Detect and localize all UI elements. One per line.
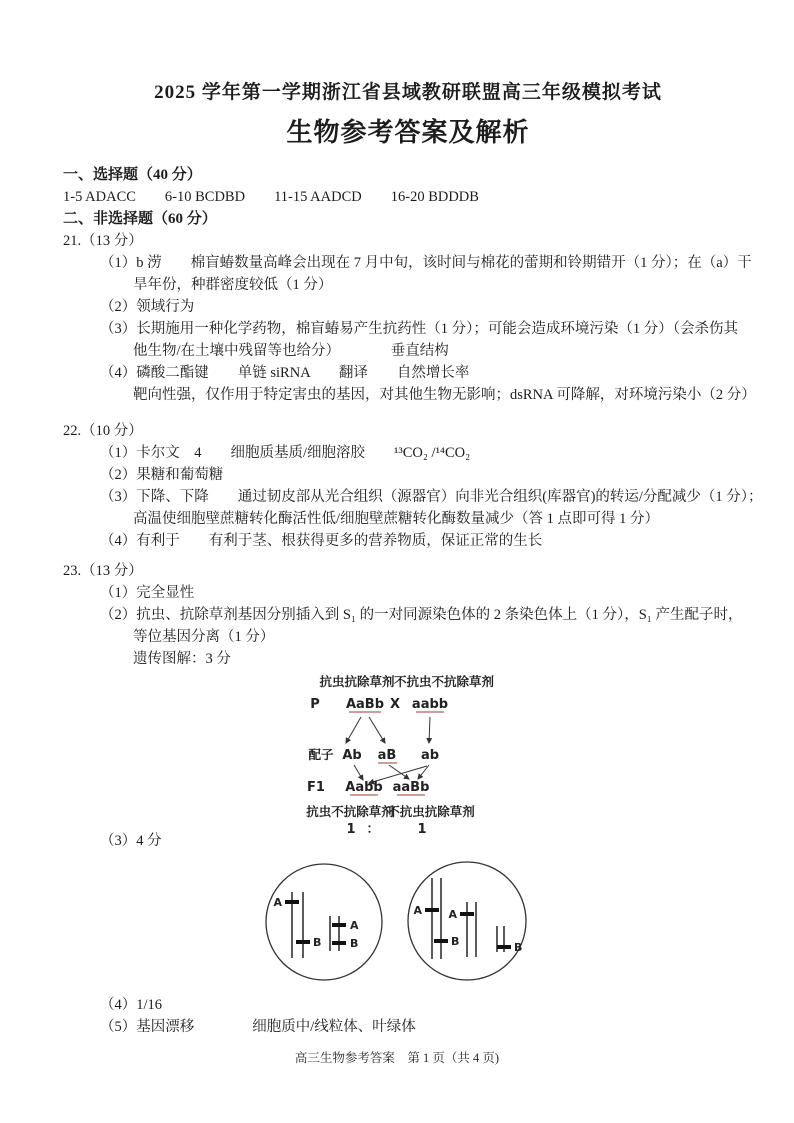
p-trait-left-label: 抗虫抗除草剂 bbox=[319, 674, 395, 689]
gene-label: B bbox=[451, 935, 460, 948]
page-content bbox=[63, 80, 763, 1038]
gene-label: B bbox=[313, 936, 322, 949]
f1-trait-left-label: 抗虫不抗除草剂 bbox=[306, 804, 394, 819]
genetic-cross-diagram bbox=[63, 670, 753, 837]
genetic-cross-svg bbox=[277, 670, 547, 840]
cell-outline bbox=[266, 864, 382, 980]
p-genotype-right: aabb bbox=[411, 697, 449, 712]
gamete-3: ab bbox=[420, 748, 440, 763]
q21-answer-line: 靶向性强，仅作用于特定害虫的基因，对其他生物无影响；dsRNA 可降解，对环境污染小（2 分） bbox=[133, 387, 756, 403]
q21-answer-line: （2）领域行为 bbox=[100, 299, 195, 315]
q21-heading: 21.（13 分） bbox=[63, 233, 143, 249]
answer-key-subtitle: 生物参考答案及解析 bbox=[286, 118, 530, 148]
q23-answer-line: 等位基因分离（1 分） bbox=[133, 629, 275, 645]
choice-section-heading: 一、选择题（40 分） bbox=[63, 167, 202, 183]
p-genotype-left: AaBb bbox=[345, 697, 385, 712]
non-choice-section-heading: 二、非选择题（60 分） bbox=[63, 211, 217, 227]
gene-label: A bbox=[350, 919, 359, 932]
choice-answers-line: 1-5 ADACC 6-10 BCDBD 11-15 AADCD 16-20 BDDDB bbox=[63, 189, 479, 205]
q21-answer-line: （1）b 涝 棉盲蝽数量高峰会出现在 7 月中旬，该时间与棉花的蕾期和铃期错开（1 分）；在（a）干 bbox=[100, 255, 752, 271]
gene-label: A bbox=[273, 896, 282, 909]
q23-answer-line: （2）抗虫、抗除草剂基因分别插入到 S₁ 的一对同源染色体的 2 条染色体上（1 分），S₁ 产生配子时， bbox=[100, 607, 743, 623]
ratio-right: 1 bbox=[417, 822, 427, 837]
chromosome-cells-svg bbox=[249, 854, 549, 994]
gamete-row-label: 配子 bbox=[308, 747, 334, 762]
q23-heading: 23.（13 分） bbox=[63, 563, 143, 579]
gene-label: A bbox=[448, 908, 457, 921]
q21-answer-line: 他生物/在土壤中残留等也给分） 垂直结构 bbox=[133, 343, 449, 359]
ratio-separator: ： bbox=[366, 822, 380, 837]
q21-answer-line: （4）磷酸二酯键 单链 siRNA 翻译 自然增长率 bbox=[100, 365, 470, 381]
q22-answer-line: （2）果糖和葡萄糖 bbox=[100, 467, 224, 483]
q22-answer-line: 高温使细胞壁蔗糖转化酶活性低/细胞壁蔗糖转化酶数量减少（答 1 点即可得 1 分） bbox=[133, 511, 660, 527]
arrow bbox=[429, 717, 430, 743]
q22-answer-line: （3）下降、下降 通过韧皮部从光合组织（源器官）向非光合组织(库器官)的转运/分配减少（1 分）； bbox=[100, 489, 763, 505]
q23-answer-line: （4）1/16 bbox=[100, 997, 163, 1013]
gene-label: B bbox=[350, 937, 359, 950]
f1-genotype-right: aaBb bbox=[392, 780, 430, 795]
q23-answer-line: （5）基因漂移 细胞质中/线粒体、叶绿体 bbox=[100, 1019, 416, 1035]
p-trait-right-label: 不抗虫不抗除草剂 bbox=[393, 674, 495, 689]
gene-label: B bbox=[514, 941, 523, 954]
exam-title: 2025 学年第一学期浙江省县域教研联盟高三年级模拟考试 bbox=[154, 82, 662, 103]
q22-answer-line: （4）有利于 有利于茎、根获得更多的营养物质，保证正常的生长 bbox=[100, 533, 543, 549]
arrow bbox=[346, 717, 361, 743]
cross-symbol: X bbox=[389, 697, 401, 712]
p-row-label: P bbox=[310, 697, 320, 712]
gamete-1: Ab bbox=[342, 748, 362, 763]
gene-label: A bbox=[413, 904, 422, 917]
q23-answer-line: 遗传图解：3 分 bbox=[133, 651, 231, 667]
q22-heading: 22.（10 分） bbox=[63, 423, 143, 439]
gamete-2: aB bbox=[377, 748, 397, 763]
q21-answer-line: （3）长期施用一种化学药物，棉盲蝽易产生抗药性（1 分）；可能会造成环境污染（1 分）（会杀伤其 bbox=[100, 321, 738, 337]
f1-genotype-left: Aabb bbox=[345, 780, 383, 795]
f1-row-label: F1 bbox=[307, 780, 325, 795]
q21-answer-line: 旱年份，种群密度较低（1 分） bbox=[133, 277, 333, 293]
page-footer: 高三生物参考答案 第 1 页（共 4 页) bbox=[294, 1051, 500, 1065]
q23-answer-line: （3）4 分 bbox=[100, 833, 162, 849]
ratio-left: 1 bbox=[346, 822, 356, 837]
chromosome-cells-diagram bbox=[63, 852, 753, 994]
f1-trait-right-label: 不抗虫抗除草剂 bbox=[387, 804, 475, 819]
arrow bbox=[369, 717, 385, 743]
q23-answer-line: （1）完全显性 bbox=[100, 585, 195, 601]
q22-answer-line: （1）卡尔文 4 细胞质基质/细胞溶胶 ¹³CO₂ /¹⁴CO₂ bbox=[100, 445, 471, 461]
arrow bbox=[354, 765, 363, 780]
